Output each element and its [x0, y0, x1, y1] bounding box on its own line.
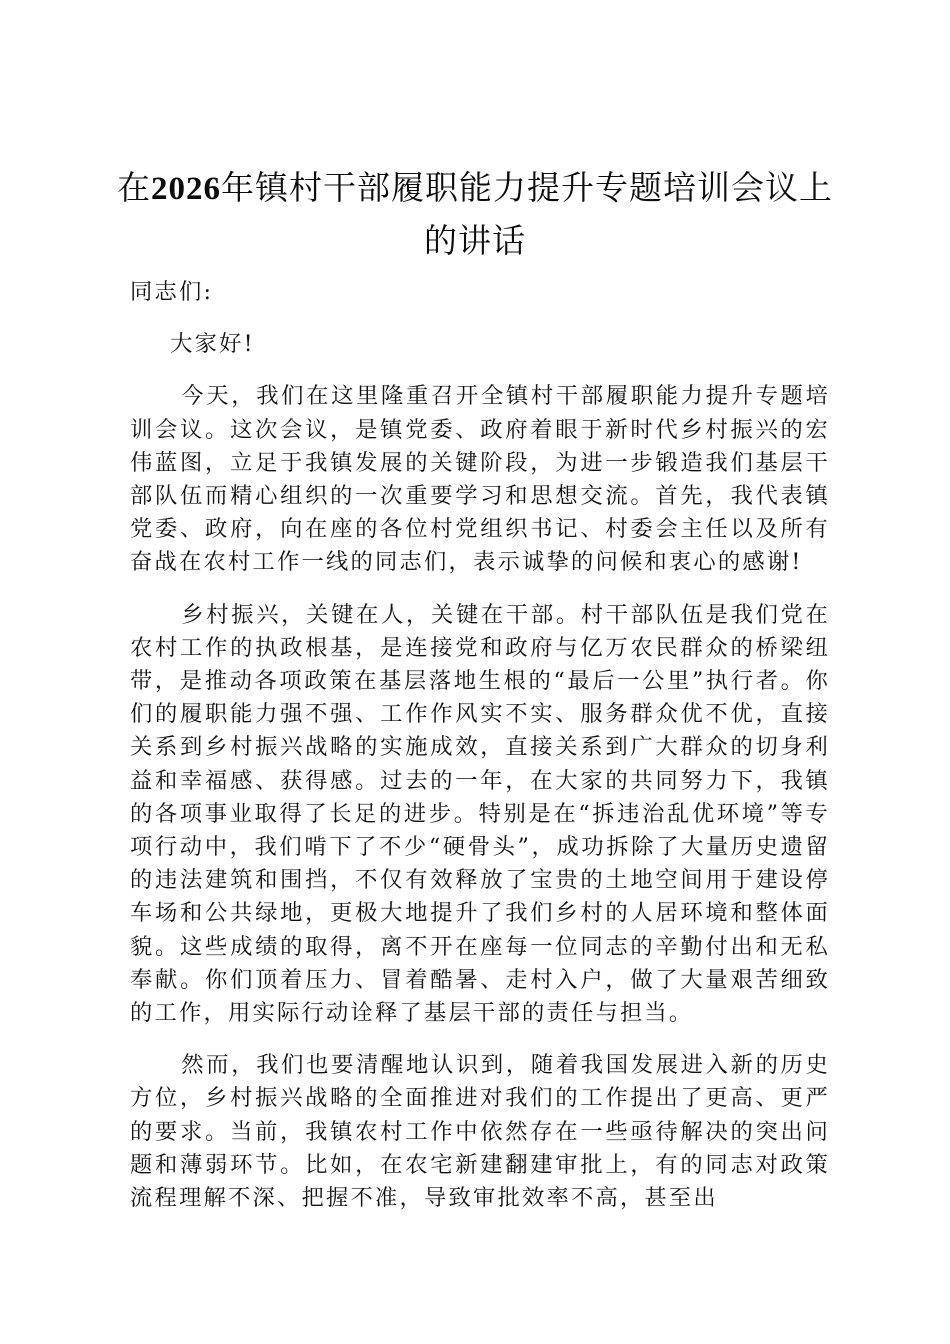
greeting: 大家好! [170, 331, 255, 358]
salutation: 同志们: [130, 279, 214, 305]
title-prefix: 在 [117, 168, 151, 207]
document-title [110, 162, 840, 267]
paragraph-opening: 今天，我们在这里隆重召开全镇村干部履职能力提升专题培训会议。这次会议，是镇党委、政府着眼于新时代乡村振兴的宏伟蓝图，立足于我镇发展的关键阶段，为进一步锻造我们基层干部队伍而精心组织的一次重要学习和思想交流。首先，我代表镇党委、政府，向在座的各位村党组织书记、村委会主任以及所有奋战在农村工作一线的同志们，表示诚挚的问候和衷心的感谢! [130, 383, 830, 576]
title-suffix: 年镇村干部履职能力提升专题培训会议上的讲话 [221, 168, 833, 260]
paragraph-achievements: 乡村振兴，关键在人，关键在干部。村干部队伍是我们党在农村工作的执政根基，是连接党和政府与亿万农民群众的桥梁纽带，是推动各项政策在基层落地生根的“最后一公里”执行者。你们的履职能力强不强、工作作风实不实、服务群众优不优，直接关系到乡村振兴战略的实施成效，直接关系到广大群众的切身利益和幸福感、获得感。过去的一年，在大家的共同努力下，我镇的各项事业取得了长足的进步。特别是在“拆违治乱优环境”等专项行动中，我们啃下了不少“硬骨头”，成功拆除了大量历史遗留的违法建筑和围挡，不仅有效释放了宝贵的土地空间用于建设停车场和公共绿地，更极大地提升了我们乡村的人居环境和整体面貌。这些成绩的取得，离不开在座每一位同志的辛勤付出和无私奉献。你们顶着压力、冒着酷暑、走村入户，做了大量艰苦细致的工作，用实际行动诠释了基层干部的责任与担当。 [130, 601, 830, 1027]
paragraph-problems: 然而，我们也要清醒地认识到，随着我国发展进入新的历史方位，乡村振兴战略的全面推进对我们的工作提出了更高、更严的要求。当前，我镇农村工作中依然存在一些亟待解决的突出问题和薄弱环节。比如，在农宅新建翻建审批上，有的同志对政策流程理解不深、把握不准，导致审批效率不高，甚至出 [130, 1052, 830, 1212]
document-body [130, 276, 830, 1234]
title-year: 2026 [151, 171, 221, 207]
